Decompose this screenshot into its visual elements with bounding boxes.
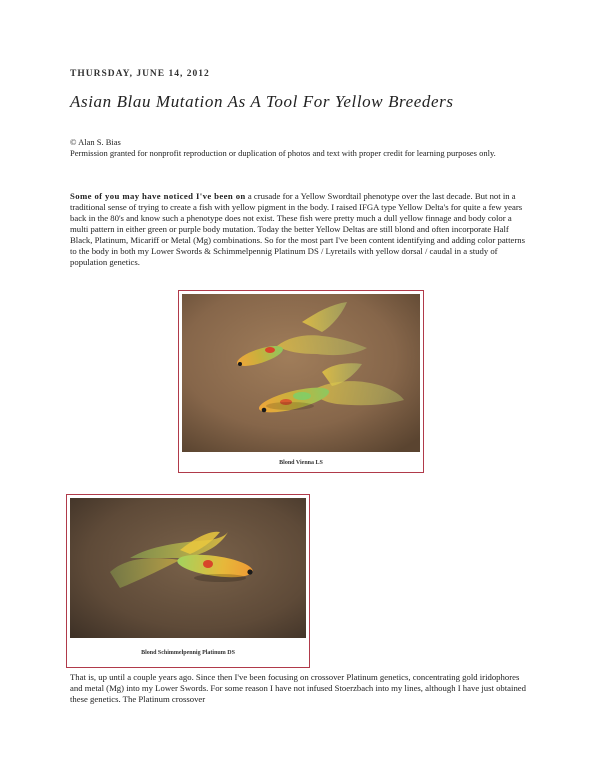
figure-blond-schimmelpennig: [66, 494, 310, 668]
post-date: THURSDAY, JUNE 14, 2012: [70, 69, 210, 79]
post-title: Asian Blau Mutation As A Tool For Yellow Breeders: [70, 92, 454, 111]
permission-notice: Permission granted for nonprofit reproduction or duplication of photos and text with proper credit for learning purposes only.: [70, 147, 496, 158]
figure-caption: Blond Schimmelpennig Platinum DS: [141, 650, 235, 656]
lead-text: Some of you may have noticed I've been on: [70, 191, 246, 201]
paragraph-1-text: a crusade for a Yellow Swordtail phenotype over the last decade. But not in a traditional sense of trying to create a fish with yellow pigment in the body. I raised IFGA type Yellow Delta's for quite a few years back in the 80's and know such a phenotype does not exist. These fish were pretty much a dull yellow finnage and body color a multi pattern in either green or purple body mutation. Today the better Yellow Deltas are still blond and often incorporate Half Black, Platinum, Micariff or Metal (Mg) combinations. So for the most part I've been content identifying and adding color patterns to the body in both my Lower Swords & Schimmelpennig Platinum DS / Lyretails with yellow dorsal / caudal in a study of population genetics.: [70, 191, 525, 267]
body-paragraph-2: That is, up until a couple years ago. Since then I've been focusing on crossover Platinum genetics, concentrating gold iridophores and metal (Mg) into my Lower Swords. For some reason I have not infused Stoerzbach into my lines, although I have just obtained these genetics. The Platinum crossover: [70, 672, 527, 704]
body-paragraph-1: [70, 191, 532, 268]
guppy-photo-blond-schimmelpennig: [70, 498, 306, 638]
guppy-photo-blond-vienna: [182, 294, 420, 452]
byline: [70, 137, 530, 158]
figure-blond-vienna: [178, 290, 424, 473]
figure-caption: Blond Vienna LS: [279, 460, 323, 466]
author-line: © Alan S. Bias: [70, 137, 121, 147]
